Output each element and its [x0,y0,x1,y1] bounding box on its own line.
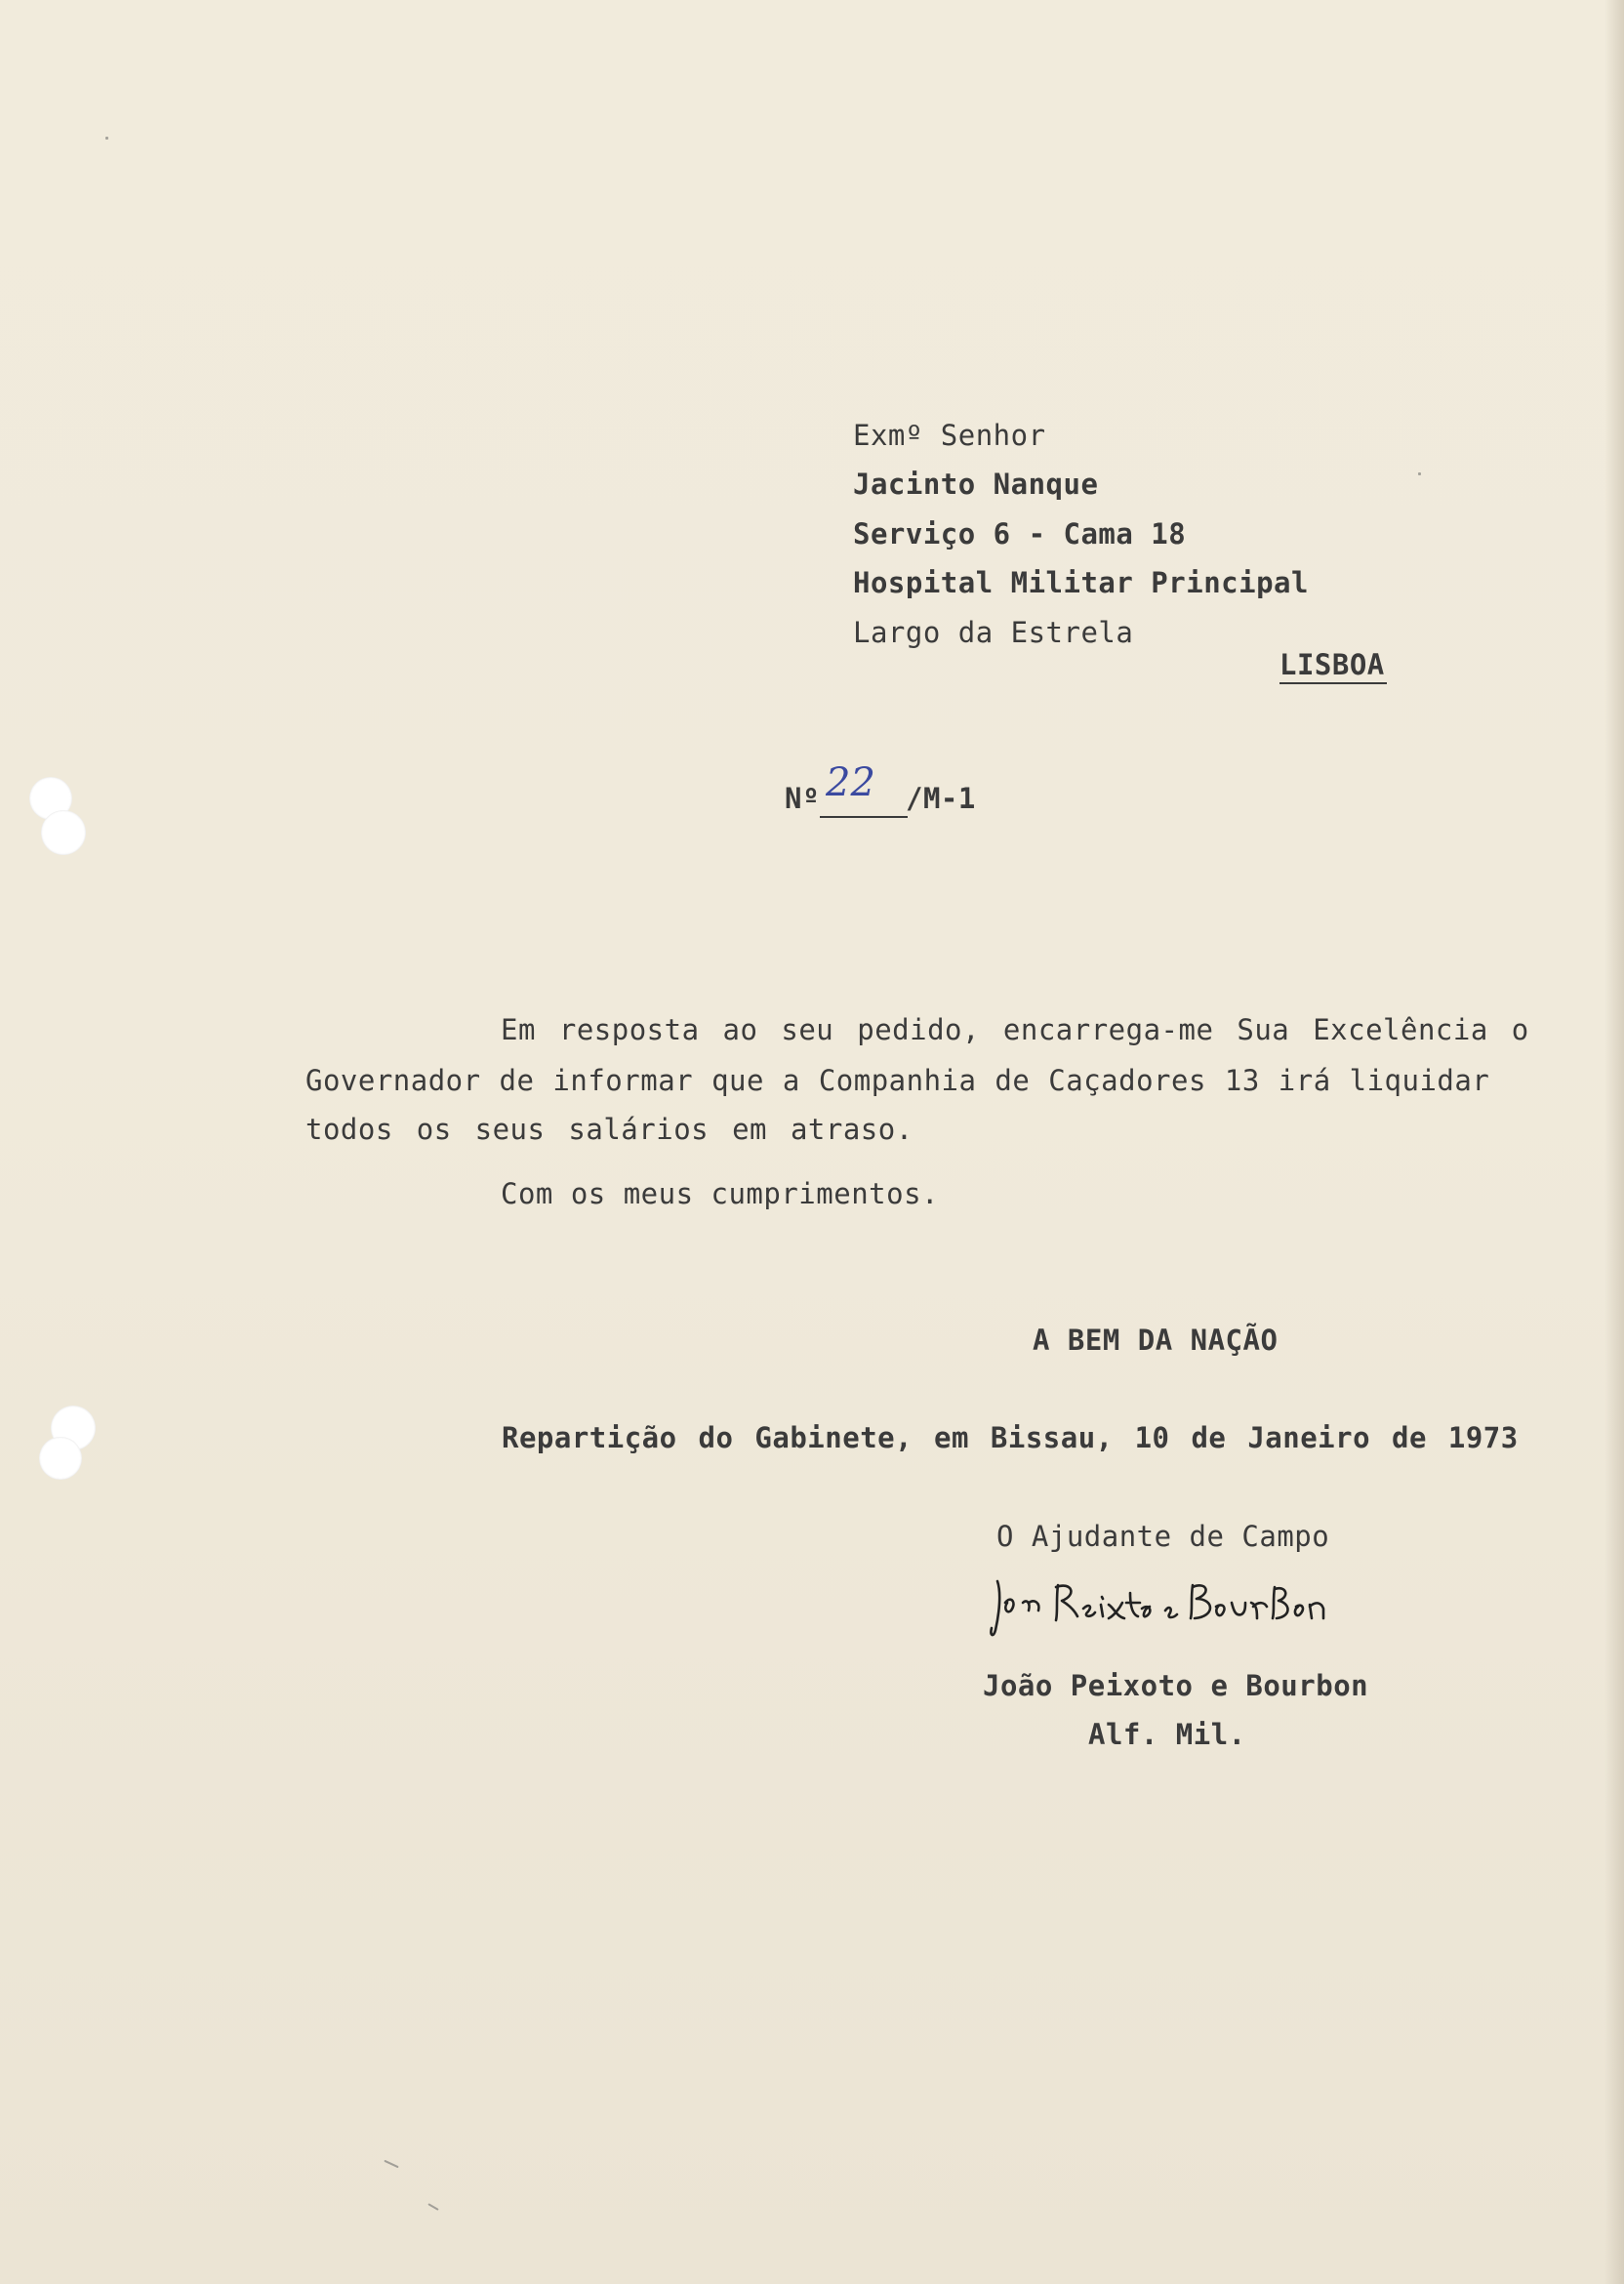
recipient-city: LISBOA [1279,648,1385,681]
recipient-salutation: Exmº Senhor [853,419,1046,452]
reference-number-handwritten: 22 [826,760,875,805]
signatory-role: O Ajudante de Campo [996,1520,1330,1553]
handwritten-signature [988,1573,1339,1642]
body-line-1: Em resposta ao seu pedido, encarrega-me Sua Excelência o [501,1013,1529,1046]
recipient-name: Jacinto Nanque [853,468,1099,501]
punch-hole-top-lower [41,810,86,855]
reference-number-underline [820,816,908,818]
recipient-ward: Serviço 6 - Cama 18 [853,517,1187,551]
recipient-hospital: Hospital Militar Principal [853,566,1309,599]
reference-suffix: /M-1 [906,782,976,815]
paper-speck [384,2160,398,2169]
place-date-line: Repartição do Gabinete, em Bissau, 10 de Janeiro de 1973 [502,1421,1519,1454]
paper-speck [427,2203,438,2211]
city-underline [1279,682,1387,684]
signatory-rank: Alf. Mil. [1088,1718,1246,1751]
paper-speck [105,137,108,140]
body-line-3: todos os seus salários em atraso. [305,1113,914,1146]
body-line-2: Governador de informar que a Companhia de Caçadores 13 irá liquidar [305,1064,1490,1097]
motto: A BEM DA NAÇÃO [1033,1324,1279,1357]
reference-prefix: Nº [785,782,820,815]
paper-speck [1418,472,1421,475]
closing-line: Com os meus cumprimentos. [501,1177,939,1210]
signatory-name: João Peixoto e Bourbon [983,1669,1369,1702]
punch-hole-bottom-lower [39,1437,82,1480]
recipient-street: Largo da Estrela [853,616,1134,649]
